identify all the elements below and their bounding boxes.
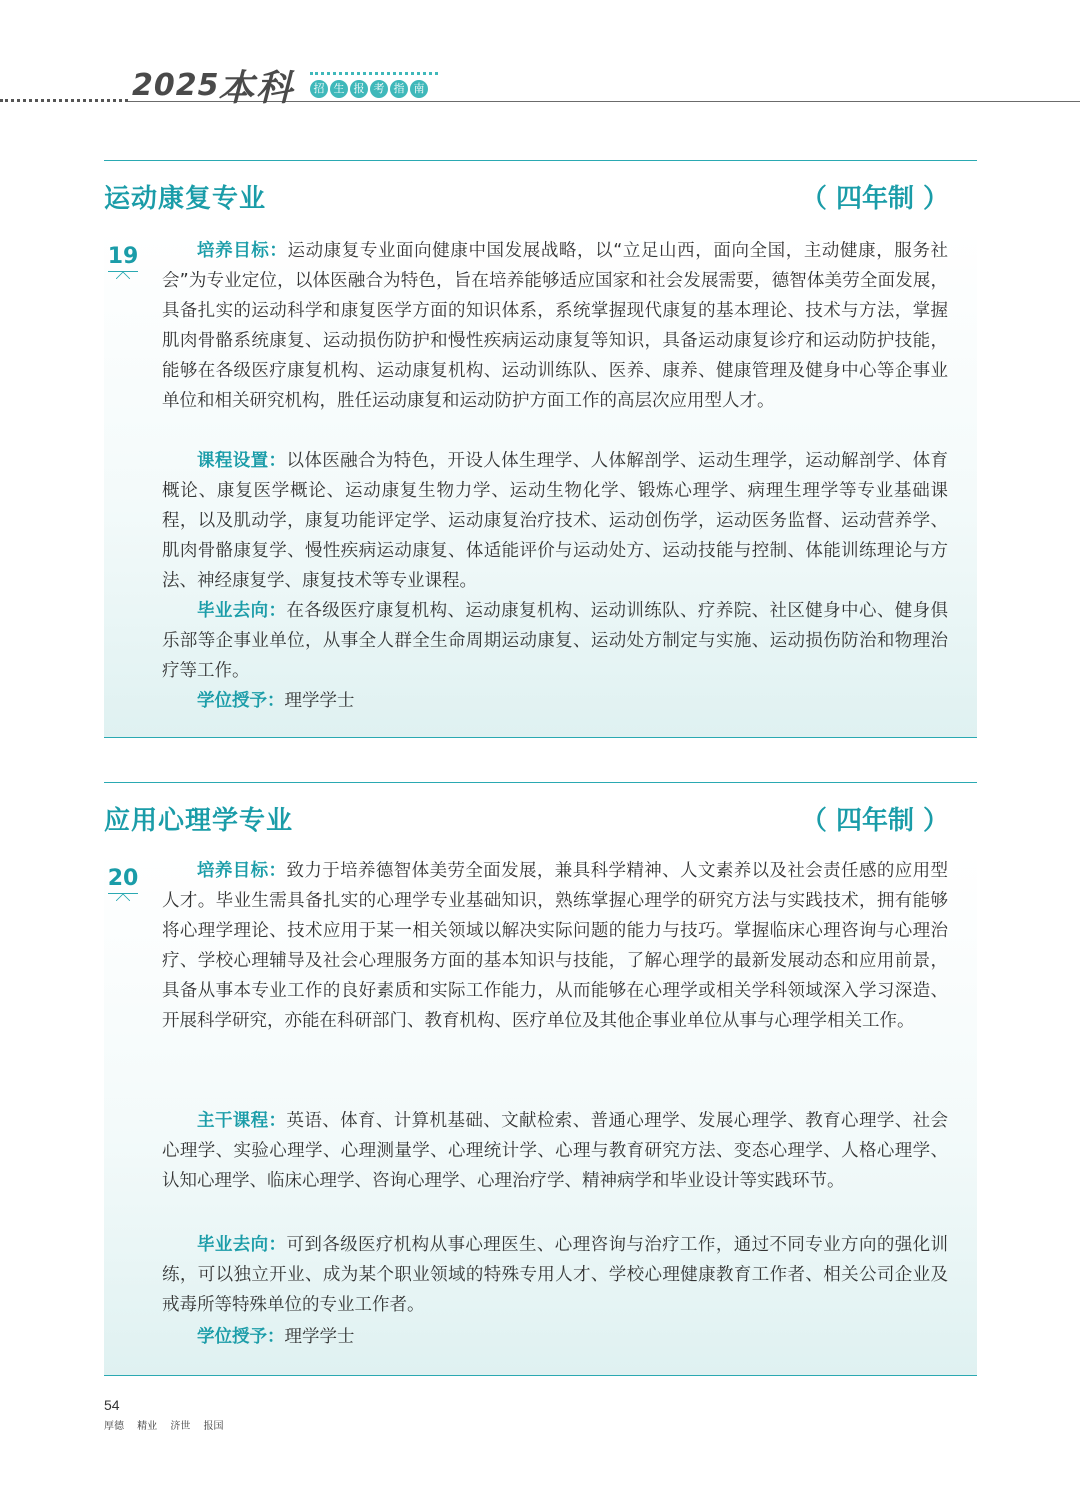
brand-dotted-rule — [310, 72, 438, 75]
paragraph-label: 学位授予： — [197, 691, 285, 711]
paragraph-core-courses — [162, 1106, 948, 1196]
subtitle-char: 南 — [410, 80, 428, 98]
paragraph-training-goal — [162, 856, 948, 1036]
paragraph-degree — [162, 686, 948, 716]
subtitle-char: 指 — [390, 80, 408, 98]
paragraph-label: 课程设置： — [197, 451, 287, 471]
paragraph-label: 培养目标： — [197, 241, 288, 261]
header-title: 本科 — [218, 68, 295, 109]
paragraph-degree — [162, 1322, 948, 1352]
paragraph-text: 在各级医疗康复机构、运动康复机构、运动训练队、疗养院、社区健身中心、健身俱乐部等企事业单位，从事全人群全生命周期运动康复、运动处方制定与实施、运动损伤防治和物理治疗等工作。 — [162, 601, 948, 681]
major-duration: （ 四年制 ） — [800, 806, 949, 836]
paragraph-career — [162, 596, 948, 686]
major-title: 应用心理学专业 — [104, 806, 294, 836]
subtitle-char: 考 — [370, 80, 388, 98]
major-number: 19 — [106, 244, 140, 280]
footer-motto: 厚德 精业 济世 报国 — [104, 1421, 224, 1432]
header-subtitle — [310, 80, 428, 98]
paragraph-label: 培养目标： — [197, 861, 287, 881]
major-section-applied-psychology — [104, 782, 977, 1376]
paragraph-career — [162, 1230, 948, 1320]
paragraph-label: 学位授予： — [197, 1327, 285, 1347]
page-number: 54 — [104, 1397, 120, 1413]
header-year: 2025 — [132, 68, 220, 103]
paragraph-curriculum — [162, 446, 948, 596]
major-section-sports-rehab — [104, 160, 977, 738]
paragraph-label: 毕业去向： — [197, 1235, 287, 1255]
paragraph-text: 运动康复专业面向健康中国发展战略，以“立足山西，面向全国，主动健康，服务社会”为专业定位，以体医融合为特色，旨在培养能够适应国家和社会发展需要，德智体美劳全面发展，具备扎实的运动科学和康复医学方面的知识体系，系统掌握现代康复的基本理论、技术与方法，掌握肌肉骨骼系统康复、运动损伤防护和慢性疾病运动康复等知识，具备运动康复诊疗和运动防护技能，能够在各级医疗康复机构、运动康复机构、运动训练队、医养、康养、健康管理及健身中心等企事业单位和相关研究机构，胜任运动康复和运动防护方面工作的高层次应用型人才。 — [162, 241, 948, 411]
paragraph-label: 主干课程： — [197, 1111, 287, 1131]
section-top-rule — [104, 160, 977, 161]
major-duration: （ 四年制 ） — [800, 184, 949, 214]
paragraph-training-goal — [162, 236, 948, 416]
subtitle-char: 招 — [310, 80, 328, 98]
header-dotted-rule — [0, 99, 128, 102]
subtitle-char: 生 — [330, 80, 348, 98]
paragraph-text: 理学学士 — [284, 691, 355, 711]
subtitle-char: 报 — [350, 80, 368, 98]
paragraph-text: 理学学士 — [284, 1327, 355, 1347]
paragraph-text: 可到各级医疗机构从事心理医生、心理咨询与治疗工作，通过不同专业方向的强化训练，可以独立开业、成为某个职业领域的特殊专用人才、学校心理健康教育工作者、相关公司企业及戒毒所等特殊单位的专业工作者。 — [162, 1235, 948, 1315]
paragraph-label: 毕业去向： — [197, 601, 287, 621]
major-number: 20 — [106, 866, 140, 902]
paragraph-text: 英语、体育、计算机基础、文献检索、普通心理学、发展心理学、教育心理学、社会心理学、实验心理学、心理测量学、心理统计学、心理与教育研究方法、变态心理学、人格心理学、认知心理学、临床心理学、咨询心理学、心理治疗学、精神病学和毕业设计等实践环节。 — [162, 1111, 948, 1191]
paragraph-text: 致力于培养德智体美劳全面发展，兼具科学精神、人文素养以及社会责任感的应用型人才。毕业生需具备扎实的心理学专业基础知识，熟练掌握心理学的研究方法与实践技术，拥有能够将心理学理论、技术应用于某一相关领域以解决实际问题的能力与技巧。掌握临床心理咨询与心理治疗、学校心理辅导及社会心理服务方面的基本知识与技能，了解心理学的最新发展动态和应用前景，具备从事本专业工作的良好素质和实际工作能力，从而能够在心理学或相关学科领域深入学习深造、开展科学研究，亦能在科研部门、教育机构、医疗单位及其他企事业单位从事与心理学相关工作。 — [162, 861, 948, 1031]
major-title: 运动康复专业 — [104, 184, 267, 214]
paragraph-text: 以体医融合为特色，开设人体生理学、人体解剖学、运动生理学，运动解剖学、体育概论、康复医学概论、运动康复生物力学、运动生物化学、锻炼心理学、病理生理学等专业基础课程，以及肌动学，康复功能评定学、运动康复治疗技术、运动创伤学，运动医务监督、运动营养学、肌肉骨骼康复学、慢性疾病运动康复、体适能评价与运动处方、运动技能与控制、体能训练理论与方法、神经康复学、康复技术等专业课程。 — [162, 451, 948, 591]
section-top-rule — [104, 782, 977, 783]
